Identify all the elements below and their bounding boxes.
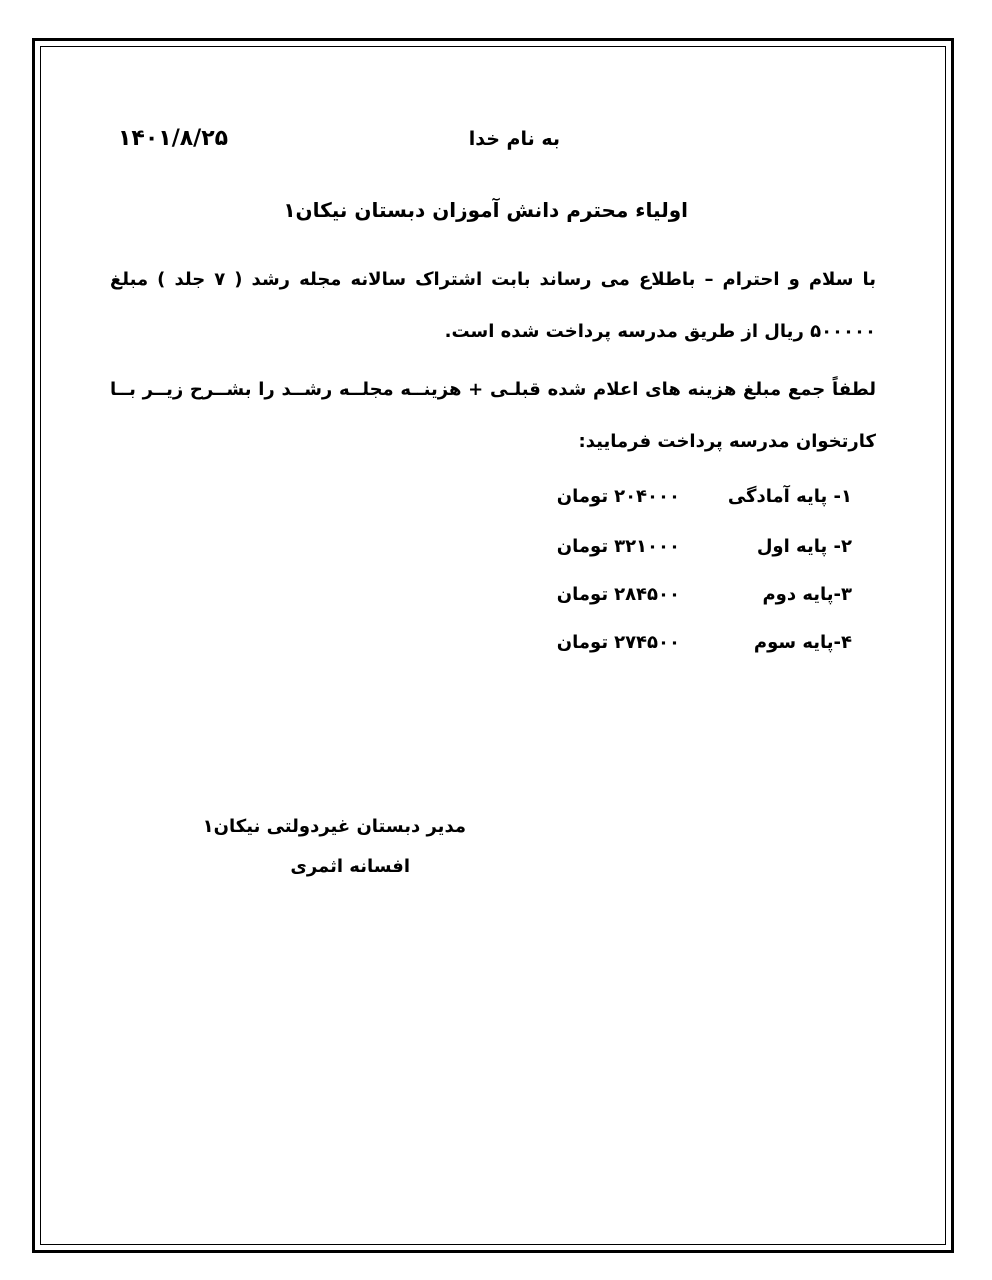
fee-grade-label: ۱- پایه آمادگی: [727, 486, 852, 507]
fee-amount: [557, 632, 680, 653]
fee-amount-value: ۲۰۴۰۰۰: [614, 486, 680, 507]
fee-grade-label: ۴-پایه سوم: [753, 632, 852, 653]
fee-row: [512, 632, 852, 672]
paragraph-payment-request: لطفاً جمع مبلغ هزینه های اعلام شده قبلـی + هزینــه مجلــه رشــد را بشــرح زیــر بــا کارتخوان مدرسه پرداخت فرمایید:: [110, 379, 876, 452]
fee-row: [512, 486, 852, 526]
fee-amount: [557, 486, 680, 507]
recipient-address: اولیاء محترم دانش آموزان دبستان نیکان۱: [283, 198, 688, 222]
fee-unit: تومان: [556, 536, 609, 557]
fee-grade-label: ۲- پایه اول: [756, 536, 852, 557]
signature-name: افسانه اثمری: [290, 856, 410, 877]
fee-unit: تومان: [556, 486, 609, 507]
signature-title: مدیر دبستان غیردولتی نیکان۱: [202, 816, 466, 837]
bismillah-heading: به نام خدا: [468, 128, 560, 150]
fee-row: [512, 536, 852, 576]
fee-amount-value: ۲۷۴۵۰۰: [614, 632, 680, 653]
fee-grade-label: ۳-پایه دوم: [762, 584, 852, 605]
fee-amount-value: ۲۸۴۵۰۰: [614, 584, 680, 605]
fee-unit: تومان: [556, 632, 609, 653]
letter-date: ۱۴۰۱/۸/۲۵: [118, 126, 229, 151]
paragraph-subscription-notice: با سلام و احترام – باطلاع می رساند بابت اشتراک سالانه مجله رشد ( ۷ جلد ) مبلغ ۵۰۰۰۰۰ ریال از طریق مدرسه پرداخت شده است.: [110, 269, 876, 342]
fee-amount: [557, 536, 680, 557]
fee-unit: تومان: [556, 584, 609, 605]
fee-amount-value: ۳۲۱۰۰۰: [614, 536, 680, 557]
fee-row: [512, 584, 852, 624]
fee-amount: [557, 584, 680, 605]
